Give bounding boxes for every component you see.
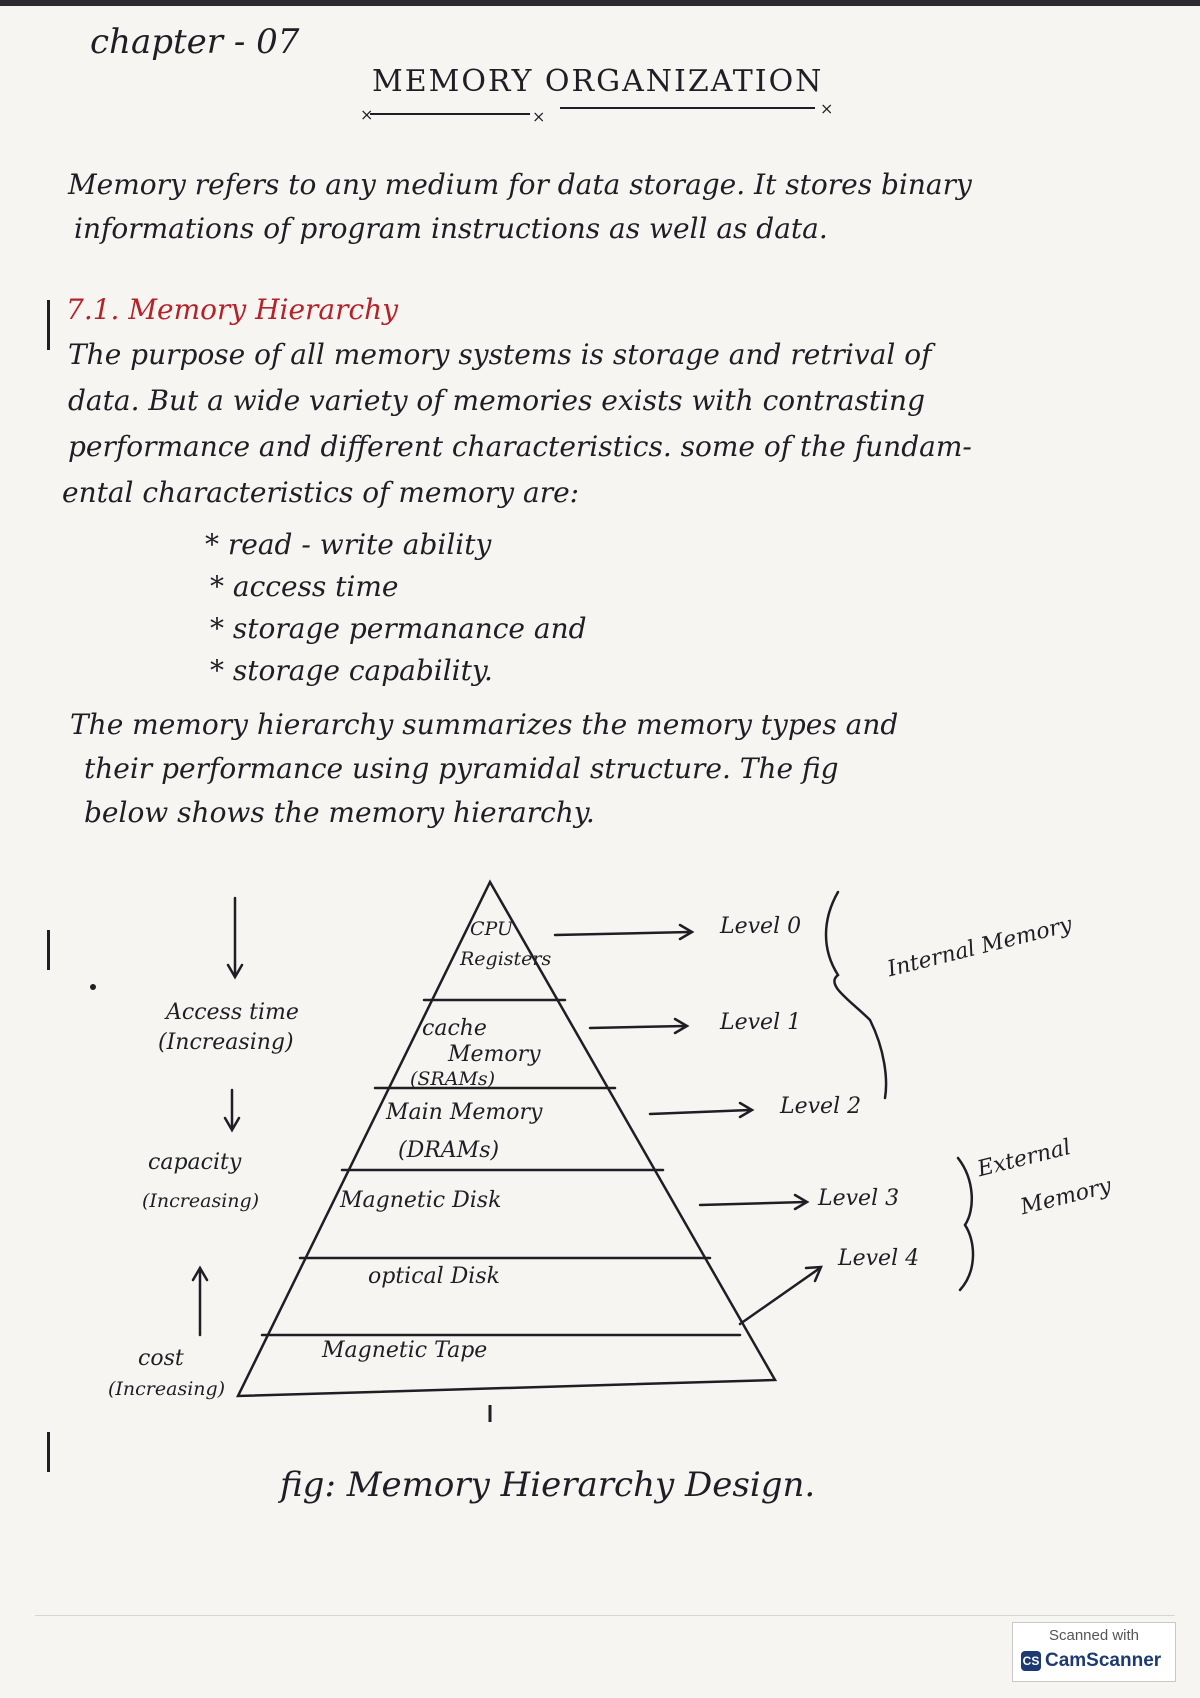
internal-brace bbox=[826, 892, 886, 1098]
paragraph-line-4: ental characteristics of memory are: bbox=[62, 476, 580, 509]
layer-drams: (DRAMs) bbox=[398, 1138, 500, 1163]
figure-caption: fig: Memory Hierarchy Design. bbox=[280, 1465, 816, 1505]
capacity-sub: (Increasing) bbox=[142, 1190, 260, 1212]
svg-text:×: × bbox=[360, 105, 374, 124]
paragraph-line-1: The purpose of all memory systems is storage and retrival of bbox=[68, 338, 932, 371]
svg-text:×: × bbox=[532, 107, 546, 126]
arrow-level-0 bbox=[555, 932, 690, 935]
layer-cache-memory: Memory bbox=[448, 1042, 541, 1067]
bullet-2: * access time bbox=[210, 570, 399, 603]
capacity-label: capacity bbox=[148, 1150, 242, 1175]
camscanner-logo-icon: CS bbox=[1021, 1651, 1041, 1671]
camscanner-watermark bbox=[1012, 1622, 1176, 1682]
cost-label: cost bbox=[138, 1346, 184, 1371]
external-memory-label-2: Memory bbox=[1018, 1173, 1114, 1221]
level-1-label: Level 1 bbox=[720, 1010, 802, 1035]
paragraph-line-3: performance and different characteristics. some of the fundam- bbox=[68, 430, 972, 463]
arrow-level-3 bbox=[700, 1202, 805, 1205]
arrow-level-1 bbox=[590, 1026, 685, 1028]
layer-cpu: CPU bbox=[470, 918, 514, 940]
layer-registers: Registers bbox=[460, 948, 552, 970]
watermark-side-mark bbox=[984, 1636, 1008, 1680]
section-heading: 7.1. Memory Hierarchy bbox=[66, 293, 399, 326]
access-time-label: Access time bbox=[166, 1000, 299, 1025]
external-memory-label-1: External bbox=[975, 1134, 1074, 1183]
layer-magnetic-disk: Magnetic Disk bbox=[340, 1188, 502, 1213]
layer-magnetic-tape: Magnetic Tape bbox=[322, 1338, 488, 1363]
arrow-level-4 bbox=[740, 1268, 820, 1324]
level-0-label: Level 0 bbox=[720, 914, 802, 939]
bullet-3: * storage permanance and bbox=[210, 612, 587, 645]
page-title: MEMORY ORGANIZATION bbox=[372, 64, 824, 99]
watermark-line-2: CamScanner bbox=[1045, 1650, 1162, 1671]
layer-main-memory: Main Memory bbox=[386, 1100, 543, 1125]
external-brace bbox=[958, 1158, 973, 1290]
intro-line-1: Memory refers to any medium for data storage. It stores binary bbox=[68, 168, 972, 201]
cost-sub: (Increasing) bbox=[108, 1378, 226, 1400]
paragraph2-line-2: their performance using pyramidal structure. The fig bbox=[84, 752, 839, 785]
paragraph2-line-3: below shows the memory hierarchy. bbox=[84, 796, 595, 829]
chapter-label: chapter - 07 bbox=[90, 22, 300, 62]
level-2-label: Level 2 bbox=[780, 1094, 862, 1119]
bullet-1: * read - write ability bbox=[205, 528, 492, 561]
access-time-sub: (Increasing) bbox=[158, 1030, 294, 1055]
bullet-4: * storage capability. bbox=[210, 654, 493, 687]
scan-bottom-edge bbox=[35, 1615, 1175, 1616]
watermark-line-1: Scanned with bbox=[1048, 1627, 1140, 1644]
layer-srams: (SRAMs) bbox=[410, 1068, 496, 1090]
level-4-label: Level 4 bbox=[838, 1246, 920, 1271]
arrow-level-2 bbox=[650, 1110, 750, 1114]
layer-optical-disk: optical Disk bbox=[368, 1264, 500, 1289]
intro-line-2: informations of program instructions as well as data. bbox=[74, 212, 828, 245]
internal-memory-label: Internal Memory bbox=[885, 912, 1075, 983]
paragraph-line-2: data. But a wide variety of memories exists with contrasting bbox=[68, 384, 926, 417]
level-3-label: Level 3 bbox=[818, 1186, 900, 1211]
paragraph2-line-1: The memory hierarchy summarizes the memory types and bbox=[70, 708, 899, 741]
layer-cache: cache bbox=[422, 1016, 487, 1041]
svg-text:×: × bbox=[820, 100, 834, 118]
